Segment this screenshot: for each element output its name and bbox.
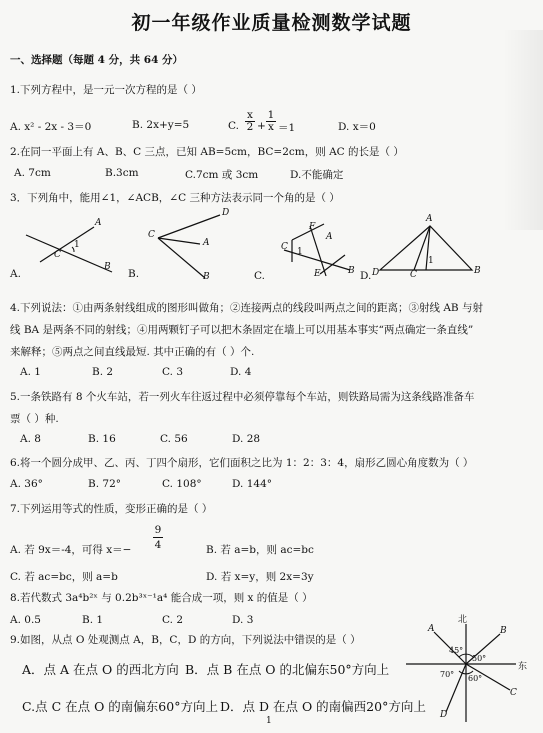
q1-c-plus: + [257,120,266,132]
q7-option-d: D. 若 x=y，则 2x=3y [206,571,314,583]
q4-option-a: A. 1 [20,366,41,378]
q5-line2: 票（ ）种. [10,413,59,425]
q3-option-c: C. [254,270,265,282]
q1-option-a: A. x² - 2x - 3＝0 [10,121,92,133]
q3d-label-b: B [474,266,481,276]
q4-line3: 来解释；⑤两点之间直线最短. 其中正确的有（ ）个. [10,346,255,358]
q5-option-c: C. 56 [160,433,188,445]
q2-option-a: A. 7cm [14,167,51,179]
q5-option-d: D. 28 [232,433,261,445]
q7-option-b: B. 若 a=b，则 ac=bc [206,544,314,556]
compass-label-b: B [500,626,507,636]
q8-option-a: A. 0.5 [10,614,41,626]
q3a-label-b: B [104,262,111,272]
q7-option-a: A. 若 9x＝-4，可得 x＝− [10,544,132,556]
q3a-label-one: 1 [74,240,80,250]
q3a-label-a: A [95,218,102,228]
q1-option-d: D. x＝0 [338,121,376,133]
q6-stem: 6.将一个圆分成甲、乙、丙、丁四个扇形，它们面积之比为 1：2：3：4，扇形乙圆心角度数为（ ） [10,457,474,469]
q4-option-c: C. 3 [162,366,184,378]
compass-label-a: A [428,624,435,634]
q3a-label-c: C [54,250,61,260]
q2-option-d: D.不能确定 [290,169,344,181]
compass-east-label: 东 [518,662,528,672]
q2-stem: 2.在同一平面上有 A、B、C 三点，已知 AB=5cm，BC=2cm，则 AC 的长是（ ） [10,146,404,158]
q1-c-frac2-num: 1 [267,109,275,121]
q3c-label-e: E [314,269,321,279]
q5-line1: 5.一条铁路有 8 个火车站，若一列火车往返过程中必须停靠每个车站，则铁路局需为这条线路准备车 [10,391,475,403]
q7-a-frac-den: 4 [154,539,162,551]
q5-option-b: B. 16 [88,433,116,445]
section-heading: 一、选择题（每题 4 分，共 64 分） [10,54,184,66]
q9-option-d: D．点 D 在点 O 的南偏西20°方向上 [220,699,426,714]
q1-option-c-prefix: C. [228,120,239,132]
q9-option-b: B．点 B 在点 O 的北偏东50°方向上 [185,662,390,677]
q3-option-b: B. [128,268,140,280]
q3c-label-one: 1 [297,247,303,257]
q1-c-frac1-num: x [245,110,255,122]
q9-stem: 9.如图，从点 O 处观测点 A，B，C，D 的方向，下列说法中错误的是（ ） [10,634,361,646]
q3b-label-d: D [222,208,230,218]
q3d-label-one: 1 [428,256,434,266]
q7-a-frac-num: 9 [154,524,162,536]
q4-option-d: D. 4 [230,366,252,378]
page-title: 初一年级作业质量检测数学试题 [131,12,412,34]
q6-option-c: C. 108° [162,478,202,490]
q3d-label-c: C [410,270,417,280]
q7-stem: 7.下列运用等式的性质，变形正确的是（ ） [10,503,213,515]
q3c-label-a: A [326,232,333,242]
compass-angle-50: 50° [472,654,487,663]
q1-option-b: B. 2x+y=5 [132,119,190,131]
q3b-label-b: B [203,272,210,282]
compass-angle-60: 60° [468,674,483,683]
q8-option-d: D. 3 [232,614,254,626]
compass-angle-70: 70° [440,670,455,679]
q9-option-a: A．点 A 在点 O 的西北方向 [22,662,179,677]
page-number: 1 [266,716,272,726]
q8-option-c: C. 2 [162,614,184,626]
q4-option-b: B. 2 [92,366,114,378]
q2-option-c: C.7cm 或 3cm [185,169,259,181]
q3c-label-f: F [309,222,316,232]
q7-option-c: C. 若 ac=bc，则 a=b [10,571,118,583]
q3b-label-a: A [203,238,210,248]
q9-option-c: C.点 C 在点 O 的南偏东60°方向上 [22,699,218,714]
q6-option-a: A. 36° [10,478,43,490]
compass-label-c: C [510,688,517,698]
q6-option-b: B. 72° [88,478,122,490]
q2-option-b: B.3cm [105,167,139,179]
compass-label-d: D [440,710,448,720]
q3-stem: 3．下列角中，能用∠1，∠ACB，∠C 三种方法表示同一个角的是（ ） [10,192,340,204]
compass-angle-45: 45° [449,646,464,655]
compass-north-label: 北 [458,615,468,625]
q3c-label-b: B [348,266,355,276]
q3b-label-c: C [148,230,155,240]
q3-option-d: D. [360,270,372,282]
q1-c-frac1-den: 2 [246,121,254,133]
q1-stem: 1.下列方程中，是一元一次方程的是（ ） [10,84,202,96]
q3d-label-d: D [372,268,380,278]
q5-option-a: A. 8 [20,433,41,445]
q1-c-frac2-den: x [268,121,274,133]
q8-stem: 8.若代数式 3a⁴b²ˣ 与 0.2b³ˣ⁻¹a⁴ 能合成一项，则 x 的值是（ ） [10,592,313,604]
q3-option-a: A. [10,268,21,280]
q3c-label-c: C [281,242,288,252]
q6-option-d: D. 144° [232,478,273,490]
q4-line1: 4.下列说法：①由两条射线组成的图形叫做角；②连接两点的线段叫两点之间的距离；③射线 AB 与射 [10,302,483,314]
q1-option-c-suffix: ＝1 [278,122,296,134]
q4-line2: 线 BA 是两条不同的射线；④用两颗钉子可以把木条固定在墙上可以用基本事实“两点确定一条直线” [10,324,474,336]
q3d-label-a: A [426,214,433,224]
q8-option-b: B. 1 [82,614,104,626]
